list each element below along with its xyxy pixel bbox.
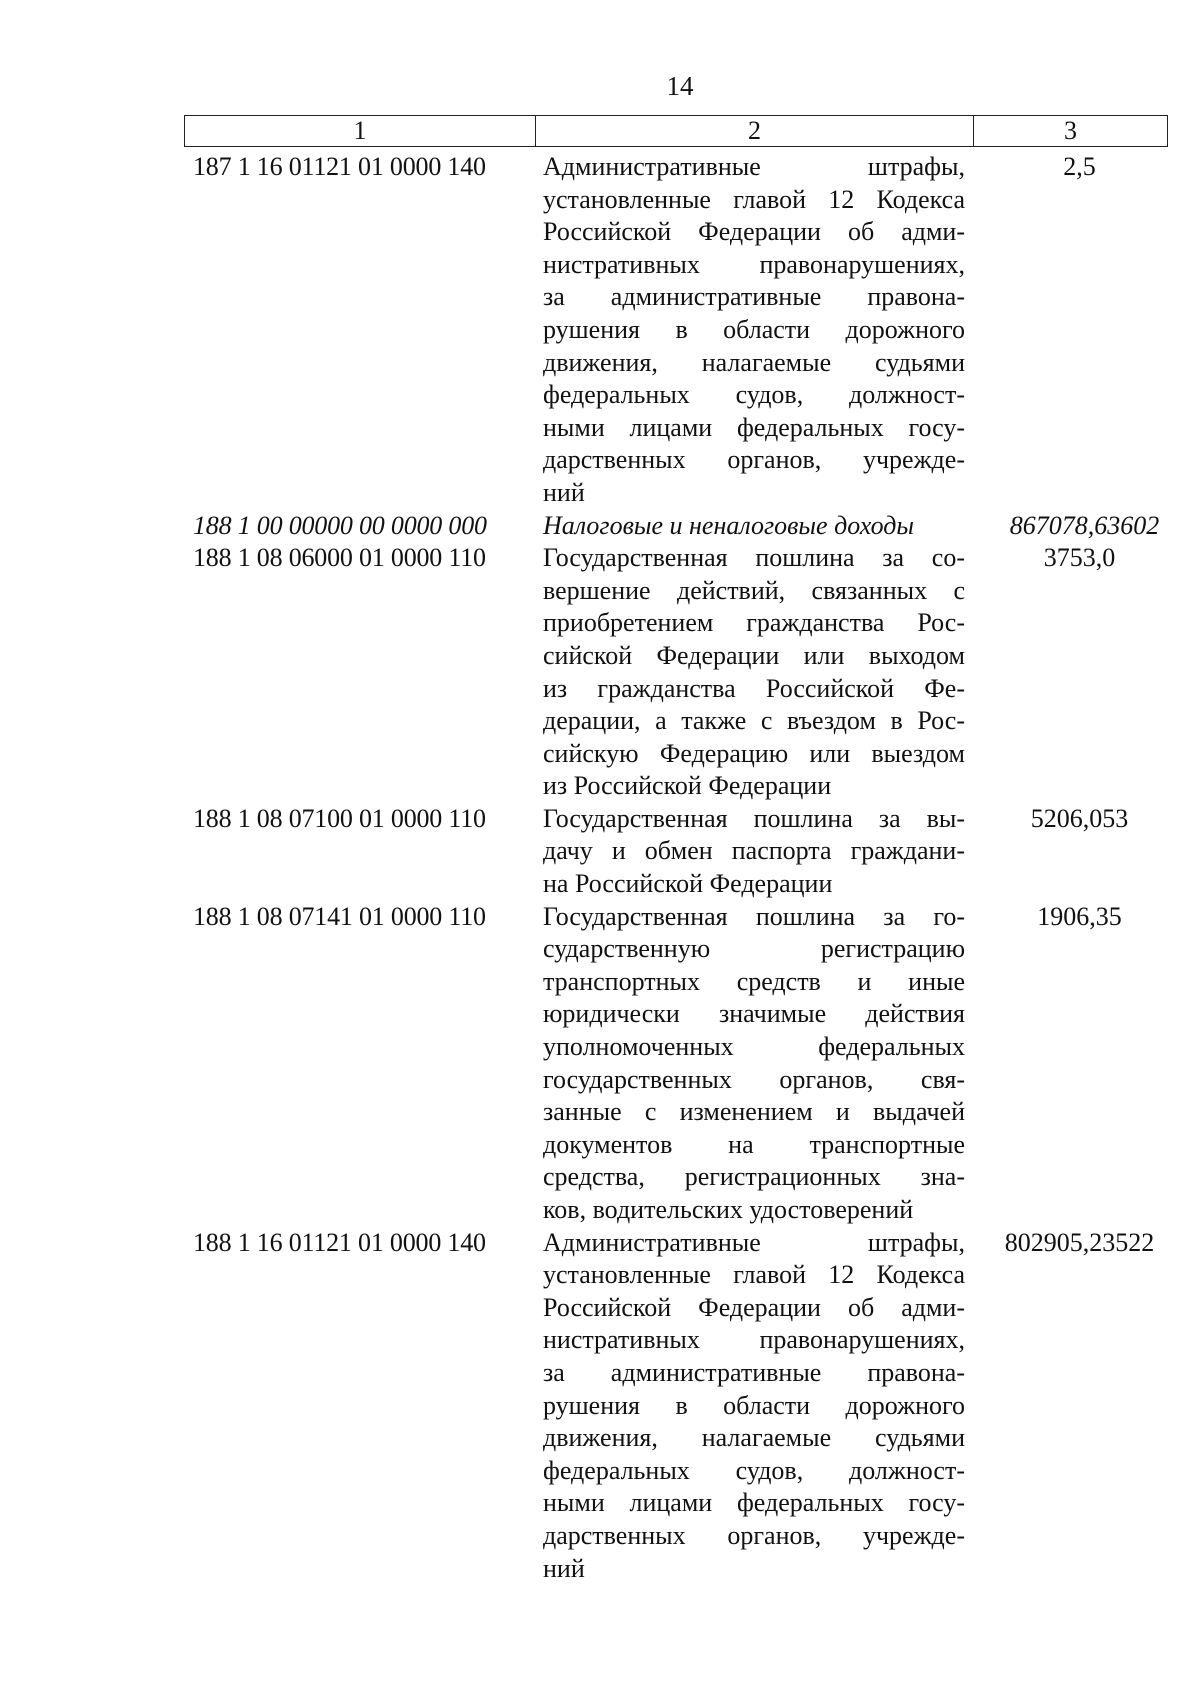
table-body — [184, 151, 1184, 1585]
description-line: дарственных органов, учрежде- — [543, 445, 965, 475]
description-line: Государственная пошлина за со- — [543, 543, 965, 573]
budget-code: 188 1 16 01121 01 0000 140 — [193, 1227, 486, 1257]
revenue-description — [535, 901, 965, 1227]
description-line: дарственных органов, учрежде- — [543, 1520, 965, 1550]
description-line: движения, налагаемые судьями — [543, 347, 965, 377]
table-header — [184, 115, 1168, 147]
amount-value: 5206,053 — [1030, 803, 1129, 833]
description-line: вершение действий, связанных с — [543, 575, 965, 605]
description-line: сийской Федерации или выходом — [543, 640, 965, 670]
description-line: федеральных судов, должност- — [543, 380, 965, 410]
description-line: рушения в области дорожного — [543, 1390, 965, 1420]
description-line: нистративных правонарушениях, — [543, 1325, 965, 1355]
revenue-description — [535, 542, 965, 803]
amount-value: 867078,63602 — [1009, 510, 1160, 540]
description-line: на Российской Федерации — [543, 869, 833, 899]
revenue-description — [535, 1227, 965, 1586]
description-line: Налоговые и неналоговые доходы — [543, 510, 915, 540]
amount-value: 1906,35 — [1037, 901, 1122, 931]
description-line: приобретением гражданства Рос- — [543, 608, 965, 638]
revenue-description — [535, 510, 965, 543]
table-row — [184, 901, 1184, 1227]
budget-code: 187 1 16 01121 01 0000 140 — [193, 152, 486, 181]
description-line: государственных органов, свя- — [543, 1064, 965, 1094]
description-line: Административные штрафы, — [543, 1227, 965, 1257]
description-line: из Российской Федерации — [543, 771, 832, 801]
description-line: ными лицами федеральных госу- — [543, 1488, 965, 1518]
description-line: документов на транспортные — [543, 1129, 965, 1159]
column-header-3: 3 — [1064, 116, 1077, 145]
description-line: установленные главой 12 Кодекса — [543, 184, 965, 214]
amount-value: 3753,0 — [1043, 543, 1116, 573]
description-line: нистративных правонарушениях, — [543, 249, 965, 279]
description-line: занные с изменением и выдачей — [543, 1097, 965, 1127]
description-line: рушения в области дорожного — [543, 314, 965, 344]
description-line: Российской Федерации об адми- — [543, 1292, 965, 1322]
description-line: юридически значимые действия — [543, 999, 965, 1029]
description-line: сударственную регистрацию — [543, 934, 965, 964]
table-row — [184, 1227, 1184, 1586]
revenue-description — [535, 151, 965, 510]
description-line: дерации, а также с въездом в Рос- — [543, 706, 965, 736]
table-row — [184, 542, 1184, 803]
description-line: Административные штрафы, — [543, 152, 965, 181]
table-row — [184, 803, 1184, 901]
table-row — [184, 151, 1184, 510]
description-line: ными лицами федеральных госу- — [543, 412, 965, 442]
description-line: ков, водительских удостоверений — [543, 1195, 914, 1224]
description-line: за административные правона- — [543, 1357, 965, 1387]
description-line: Российской Федерации об адми- — [543, 217, 965, 247]
description-line: федеральных судов, должност- — [543, 1455, 965, 1485]
description-line: сийскую Федерацию или выездом — [543, 738, 965, 768]
revenue-description — [535, 803, 965, 901]
description-line: за административные правона- — [543, 282, 965, 312]
column-header-2: 2 — [536, 116, 974, 146]
column-header-1: 1 — [185, 116, 536, 146]
amount-value: 2,5 — [1063, 152, 1096, 181]
description-line: дачу и обмен паспорта граждани- — [543, 836, 965, 866]
description-line: ний — [543, 477, 585, 507]
description-line: ний — [543, 1553, 585, 1583]
description-line: Государственная пошлина за го- — [543, 901, 965, 931]
description-line: из гражданства Российской Фе- — [543, 673, 965, 703]
description-line: транспортных средств и иные — [543, 966, 965, 996]
description-line: Государственная пошлина за вы- — [543, 803, 965, 833]
description-line: движения, налагаемые судьями — [543, 1423, 965, 1453]
page-number: 14 — [666, 71, 694, 101]
budget-code: 188 1 08 07141 01 0000 110 — [193, 901, 486, 931]
amount-value: 802905,23522 — [1004, 1227, 1155, 1257]
description-line: уполномоченных федеральных — [543, 1032, 965, 1062]
budget-code: 188 1 08 07100 01 0000 110 — [193, 803, 486, 833]
description-line: средства, регистрационных зна- — [543, 1162, 965, 1192]
budget-code: 188 1 08 06000 01 0000 110 — [193, 543, 486, 573]
table-row — [184, 510, 1184, 543]
budget-code: 188 1 00 00000 00 0000 000 — [193, 510, 487, 540]
description-line: установленные главой 12 Кодекса — [543, 1260, 965, 1290]
